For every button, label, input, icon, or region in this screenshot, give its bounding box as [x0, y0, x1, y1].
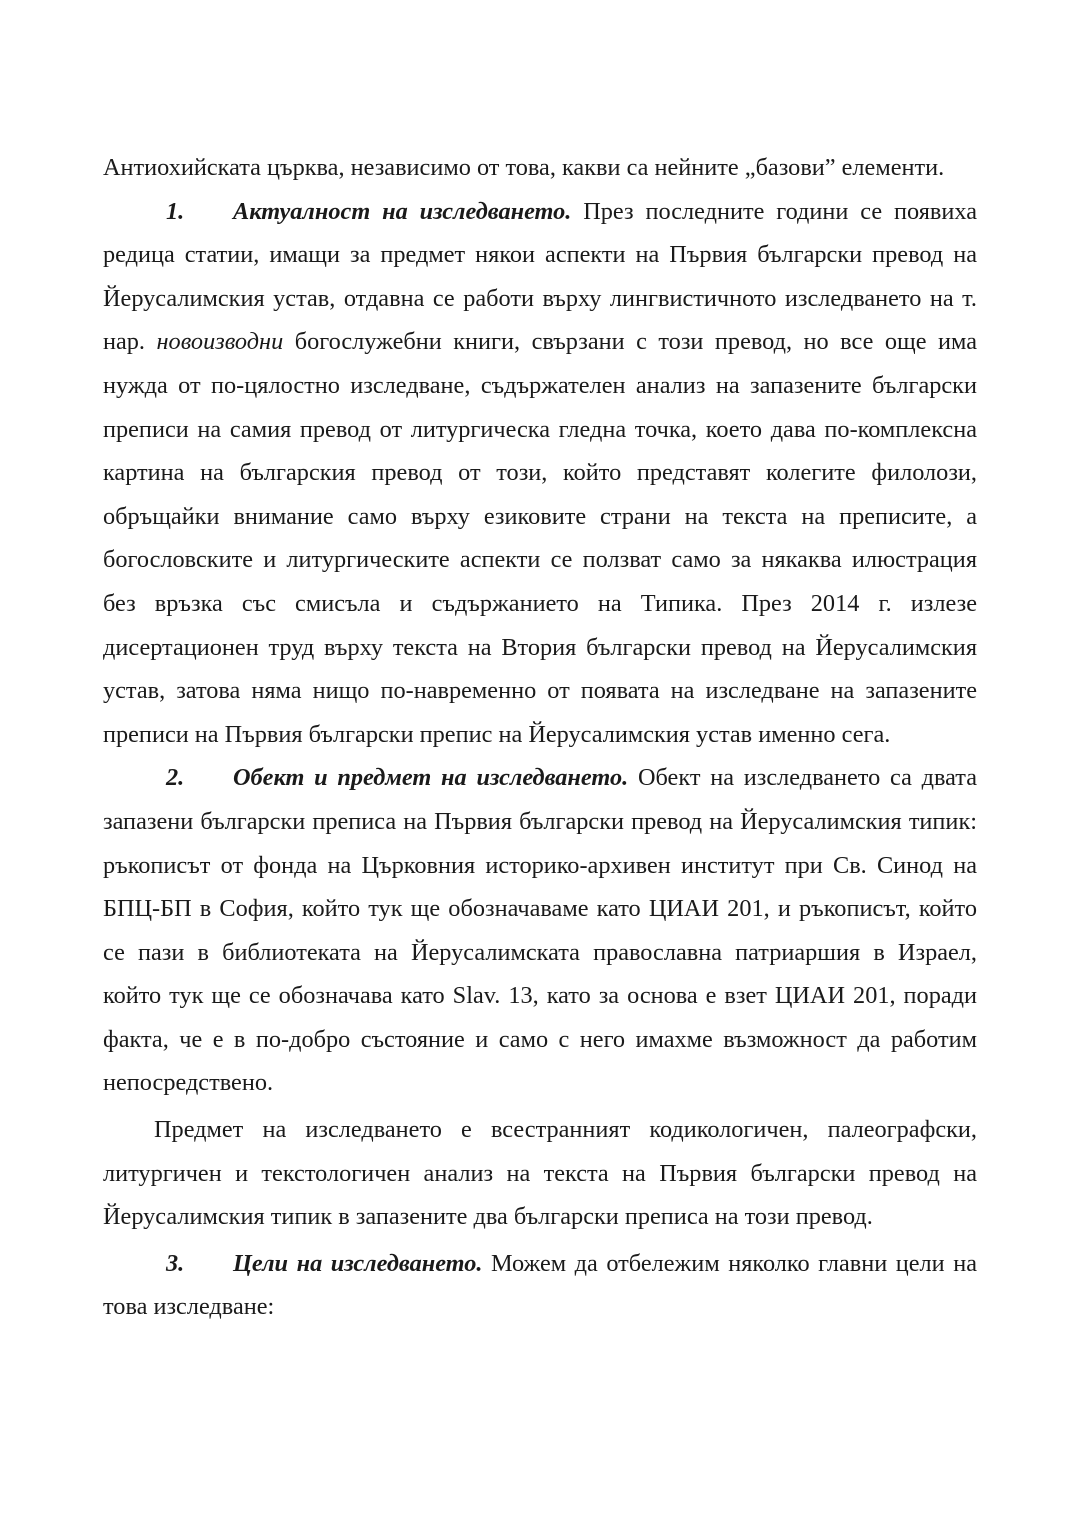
section-1-text-b: богослужебни книги, свързани с този превод, но все още има нужда от по-цялостно изследване, съдържателен анализ на запазените български преписи на самия превод от литургическа гледна точка, което дава по-комплексна картина на българския превод от този, който представят колегите филолози, обръщайки внимание само върху езиковите страни на текста на преписите, а богословските и литургическите аспекти се ползват само за някаква илюстрация без връзка със смисъла и съдържанието на Типика. През 2014 г. излезе дисертационен труд върху текста на Втория български превод на Йерусалимския устав, затова няма нищо по-навременно от появата на изследване на запазените преписи на Първия български препис на Йерусалимския устав именно сега. [103, 328, 977, 748]
section-2-heading: Обект и предмет на изследването. [233, 764, 629, 792]
section-2-number: 2. [166, 764, 185, 792]
section-2-text: Обект на изследването са двата запазени български преписа на Първия български превод на Йерусалимския типик: ръкописът от фонда на Църковния историко-архивен институт при Св. Синод на БПЦ-БП в София, който тук ще обозначаваме като ЦИАИ 201, и ръкописът, който се пази в библиотеката на Йерусалимската православна патриаршия в Израел, който тук ще се обозначава като Slav. 13, като за основа е взет ЦИАИ 201, поради факта, че е в по-добро състояние и само с него имахме възможност да работим непосредствено. [103, 764, 978, 1097]
section-2-paragraph [103, 756, 977, 1105]
section-3-text: Можем да отбележим няколко главни цели на това изследване: [103, 1249, 977, 1321]
section-3-paragraph [103, 1242, 977, 1329]
section-3-heading: Цели на изследването. [233, 1249, 483, 1277]
section-1-number: 1. [166, 197, 185, 225]
section-3-number: 3. [166, 1249, 185, 1277]
section-1-text-a: През последните години се появиха редица статии, имащи за предмет някои аспекти на Първия български превод на Йерусалимския устав, отдавна се работи върху лингвистичното изследването на т. нар. [103, 197, 977, 356]
subject-paragraph: Предмет на изследването е всестранният кодикологичен, палеографски, литургичен и текстологичен анализ на текста на Първия български превод на Йерусалимския типик в запазените два български преписа на този превод. [103, 1116, 977, 1231]
document-body [103, 146, 977, 1329]
intro-paragraph: Антиохийската църква, независимо от това, какви са нейните „базови” елементи. [103, 154, 945, 181]
section-1-italic-term: новоизводни [156, 328, 284, 356]
section-1-heading: Актуалност на изследването. [233, 197, 572, 225]
section-1-paragraph [103, 190, 977, 757]
